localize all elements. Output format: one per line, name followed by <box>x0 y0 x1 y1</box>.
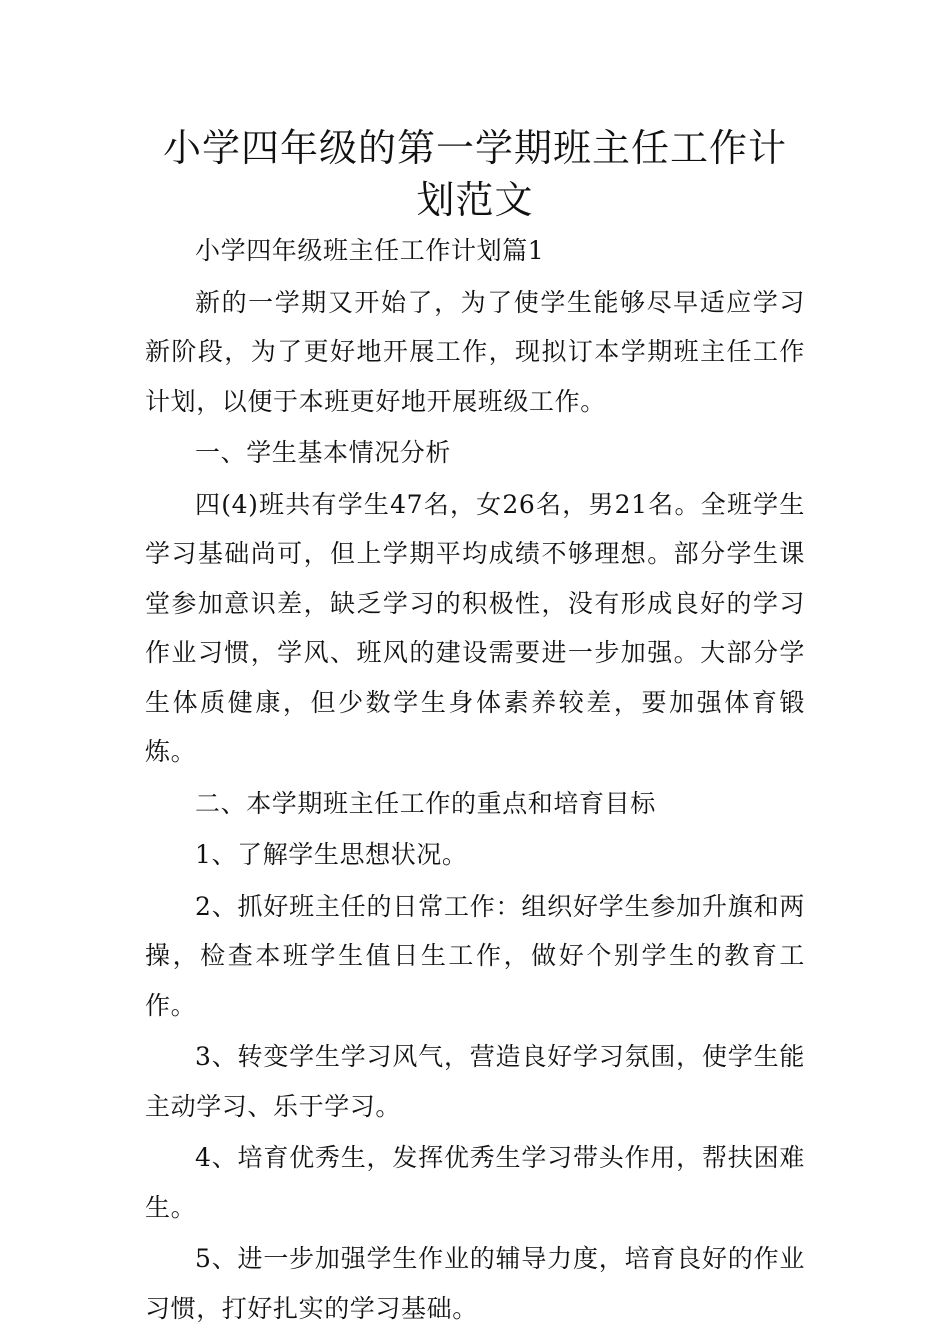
paragraph-class-analysis: 四(4)班共有学生47名，女26名，男21名。全班学生学习基础尚可，但上学期平均成绩不够理想。部分学生课堂参加意识差，缺乏学习的积极性，没有形成良好的学习作业习惯，学风、班风的建设需要进一步加强。大部分学生体质健康，但少数学生身体素养较差，要加强体育锻炼。 <box>145 489 805 766</box>
section-heading-2: 二、本学期班主任工作的重点和培育目标 <box>195 788 656 818</box>
paragraph-subtitle: 小学四年级班主任工作计划篇1 <box>195 236 545 265</box>
list-item-2: 2、抓好班主任的日常工作：组织好学生参加升旗和两操，检查本班学生值日生工作，做好个别学生的教育工作。 <box>145 891 805 1020</box>
list-item-5: 5、进一步加强学生作业的辅导力度，培育良好的作业习惯，打好扎实的学习基础。 <box>145 1244 805 1323</box>
document-title: 小学四年级的第一学期班主任工作计划范文 <box>162 126 787 222</box>
list-item-1: 1、了解学生思想状况。 <box>195 840 468 869</box>
document-body <box>145 226 805 1335</box>
list-item-3: 3、转变学生学习风气，营造良好学习氛围，使学生能主动学习、乐于学习。 <box>145 1042 805 1121</box>
section-heading-1: 一、学生基本情况分析 <box>195 438 452 467</box>
list-item-4: 4、培育优秀生，发挥优秀生学习带头作用，帮扶困难生。 <box>145 1143 805 1222</box>
paragraph-intro: 新的一学期又开始了，为了使学生能够尽早适应学习新阶段，为了更好地开展工作，现拟订本学期班主任工作计划，以便于本班更好地开展班级工作。 <box>145 287 805 416</box>
